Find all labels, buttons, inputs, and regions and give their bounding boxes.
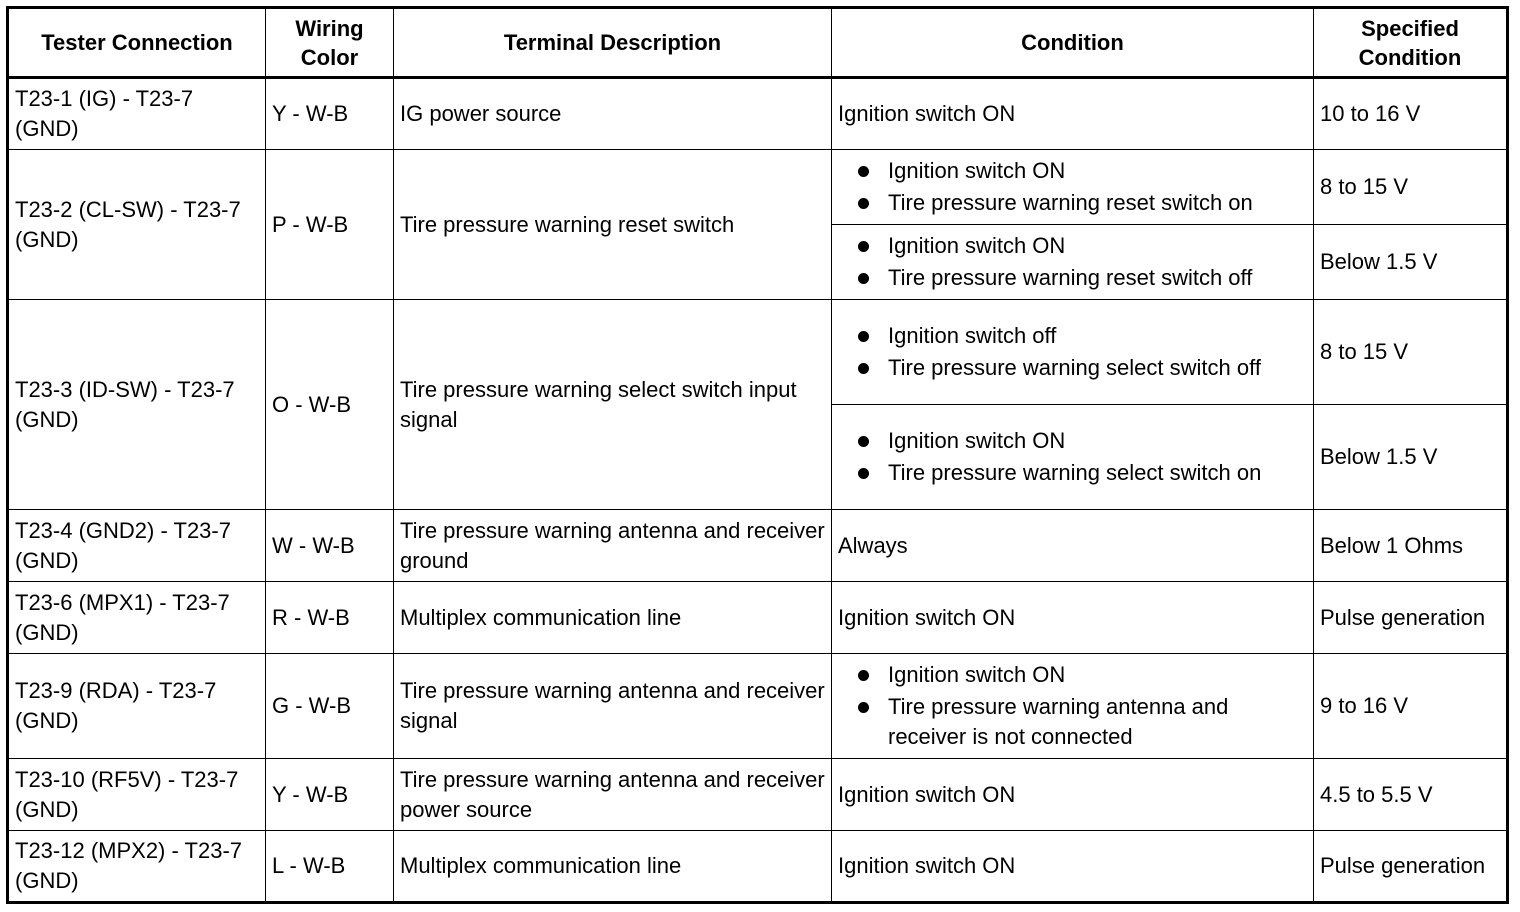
cell-condition [832, 405, 1314, 510]
cell-terminal-description: Tire pressure warning antenna and receiver power source [394, 759, 832, 831]
condition-list [838, 426, 1307, 488]
condition-item [838, 263, 1307, 293]
table-row [8, 150, 1508, 225]
cell-specified-condition: Below 1.5 V [1314, 405, 1508, 510]
cell-wiring-color: Y - W-B [266, 759, 394, 831]
cell-condition: Ignition switch ON [832, 78, 1314, 150]
cell-wiring-color: P - W-B [266, 150, 394, 300]
cell-tester-connection: T23-9 (RDA) - T23-7 (GND) [8, 654, 266, 759]
cell-wiring-color: G - W-B [266, 654, 394, 759]
table-row [8, 300, 1508, 405]
header-tester-connection: Tester Connection [8, 8, 266, 78]
cell-tester-connection: T23-12 (MPX2) - T23-7 (GND) [8, 831, 266, 903]
cell-wiring-color: O - W-B [266, 300, 394, 510]
header-wiring-color: Wiring Color [266, 8, 394, 78]
cell-terminal-description: Tire pressure warning select switch input signal [394, 300, 832, 510]
bullet-icon [858, 436, 869, 447]
cell-specified-condition: Below 1 Ohms [1314, 510, 1508, 582]
condition-item [838, 156, 1307, 186]
cell-terminal-description: Tire pressure warning antenna and receiver signal [394, 654, 832, 759]
bullet-icon [858, 468, 869, 479]
cell-specified-condition: 8 to 15 V [1314, 150, 1508, 225]
condition-item-text: Ignition switch ON [888, 158, 1066, 183]
bullet-icon [858, 273, 869, 284]
cell-condition [832, 150, 1314, 225]
table-row [8, 759, 1508, 831]
cell-specified-condition: Pulse generation [1314, 831, 1508, 903]
cell-terminal-description: Multiplex communication line [394, 582, 832, 654]
cell-terminal-description: Tire pressure warning antenna and receiver ground [394, 510, 832, 582]
cell-condition [832, 225, 1314, 300]
condition-item [838, 692, 1307, 752]
cell-condition [832, 300, 1314, 405]
table-row [8, 78, 1508, 150]
cell-condition: Ignition switch ON [832, 582, 1314, 654]
condition-list [838, 156, 1307, 218]
cell-wiring-color: R - W-B [266, 582, 394, 654]
table-body [8, 78, 1508, 903]
cell-tester-connection: T23-3 (ID-SW) - T23-7 (GND) [8, 300, 266, 510]
bullet-icon [858, 670, 869, 681]
cell-specified-condition: 9 to 16 V [1314, 654, 1508, 759]
condition-item-text: Tire pressure warning reset switch off [888, 265, 1253, 290]
condition-item-text: Tire pressure warning antenna and receiver is not connected [888, 694, 1229, 749]
cell-tester-connection: T23-2 (CL-SW) - T23-7 (GND) [8, 150, 266, 300]
cell-tester-connection: T23-1 (IG) - T23-7 (GND) [8, 78, 266, 150]
condition-item [838, 660, 1307, 690]
condition-item-text: Ignition switch off [888, 323, 1057, 348]
cell-terminal-description: IG power source [394, 78, 832, 150]
bullet-icon [858, 241, 869, 252]
table-row [8, 654, 1508, 759]
cell-wiring-color: W - W-B [266, 510, 394, 582]
condition-list [838, 660, 1307, 752]
bullet-icon [858, 166, 869, 177]
cell-condition: Always [832, 510, 1314, 582]
cell-specified-condition: Below 1.5 V [1314, 225, 1508, 300]
condition-item [838, 353, 1307, 383]
header-row [8, 8, 1508, 78]
cell-terminal-description: Multiplex communication line [394, 831, 832, 903]
table-row [8, 582, 1508, 654]
header-terminal-description: Terminal Description [394, 8, 832, 78]
bullet-icon [858, 363, 869, 374]
condition-item [838, 188, 1307, 218]
condition-list [838, 231, 1307, 293]
header-condition: Condition [832, 8, 1314, 78]
cell-condition: Ignition switch ON [832, 831, 1314, 903]
cell-tester-connection: T23-4 (GND2) - T23-7 (GND) [8, 510, 266, 582]
condition-item-text: Tire pressure warning select switch on [888, 460, 1262, 485]
condition-item-text: Ignition switch ON [888, 662, 1066, 687]
cell-wiring-color: L - W-B [266, 831, 394, 903]
condition-item [838, 321, 1307, 351]
cell-specified-condition: 4.5 to 5.5 V [1314, 759, 1508, 831]
cell-specified-condition: Pulse generation [1314, 582, 1508, 654]
table-row [8, 510, 1508, 582]
cell-condition: Ignition switch ON [832, 759, 1314, 831]
table-row [8, 831, 1508, 903]
condition-list [838, 321, 1307, 383]
cell-condition [832, 654, 1314, 759]
bullet-icon [858, 702, 869, 713]
bullet-icon [858, 198, 869, 209]
terminal-spec-table [6, 6, 1509, 904]
cell-specified-condition: 8 to 15 V [1314, 300, 1508, 405]
cell-tester-connection: T23-10 (RF5V) - T23-7 (GND) [8, 759, 266, 831]
bullet-icon [858, 331, 869, 342]
condition-item-text: Tire pressure warning select switch off [888, 355, 1261, 380]
cell-wiring-color: Y - W-B [266, 78, 394, 150]
cell-tester-connection: T23-6 (MPX1) - T23-7 (GND) [8, 582, 266, 654]
condition-item [838, 426, 1307, 456]
condition-item [838, 458, 1307, 488]
condition-item-text: Ignition switch ON [888, 233, 1066, 258]
header-specified-condition: Specified Condition [1314, 8, 1508, 78]
condition-item-text: Tire pressure warning reset switch on [888, 190, 1253, 215]
cell-terminal-description: Tire pressure warning reset switch [394, 150, 832, 300]
condition-item-text: Ignition switch ON [888, 428, 1066, 453]
condition-item [838, 231, 1307, 261]
cell-specified-condition: 10 to 16 V [1314, 78, 1508, 150]
